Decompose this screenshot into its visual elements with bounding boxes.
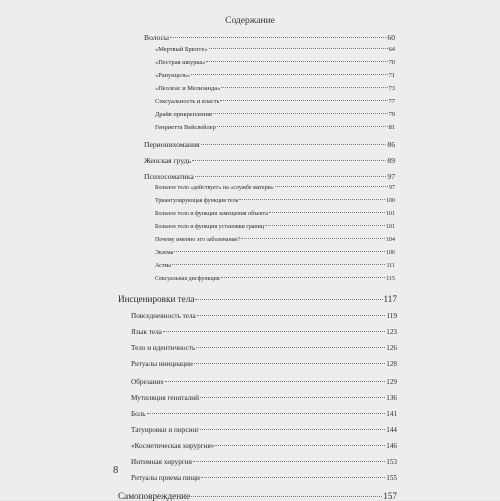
toc-entry-page: 101 — [386, 211, 395, 217]
toc-entry-title: Больное тело и функция установки границ — [155, 224, 265, 230]
toc-entry-title: «Пеллеас и Мелизанда» — [155, 85, 221, 92]
toc-entry — [155, 276, 395, 282]
toc-entry-title: Тело и идентичность — [131, 344, 196, 352]
toc-leader-dots — [170, 37, 386, 38]
toc-entry-page: 104 — [386, 237, 395, 243]
toc-entry-title: Боль — [131, 410, 146, 418]
toc-entry-page: 86 — [387, 140, 395, 149]
toc-entry-page: 97 — [387, 172, 395, 181]
toc-entry — [155, 72, 395, 79]
toc-leader-dots — [265, 225, 385, 226]
toc-entry-title: Перионихомания — [144, 140, 200, 149]
toc-entry-page: 101 — [386, 224, 395, 230]
toc-entry — [155, 111, 395, 118]
toc-entry-title: Язык тела — [131, 328, 162, 336]
toc-entry-page: 60 — [387, 33, 395, 42]
toc-entry — [155, 198, 395, 204]
toc-leader-dots — [213, 113, 388, 114]
toc-entry — [155, 263, 395, 269]
toc-leader-dots — [221, 277, 386, 278]
toc-entry — [131, 378, 397, 386]
toc-entry — [155, 98, 395, 105]
toc-entry — [155, 224, 395, 230]
toc-entry — [131, 442, 397, 450]
toc-entry-title: «Мертвый Брюгге» — [155, 46, 208, 53]
toc-entry — [131, 312, 397, 320]
toc-leader-dots — [147, 413, 386, 414]
toc-entry — [131, 360, 397, 368]
toc-entry-page: 73 — [388, 85, 395, 92]
toc-entry-page: 141 — [386, 410, 397, 418]
toc-entry-page: 70 — [388, 59, 395, 66]
toc-leader-dots — [201, 144, 387, 145]
toc-entry — [131, 344, 397, 352]
toc-entry — [155, 85, 395, 92]
toc-entry-page: 153 — [386, 458, 397, 466]
toc-entry — [144, 140, 395, 149]
toc-leader-dots — [200, 397, 385, 398]
toc-leader-dots — [206, 61, 387, 62]
toc-entry-title: «Рапунцель» — [155, 72, 191, 79]
toc-leader-dots — [195, 176, 387, 177]
toc-entry-title: Сексуальность и власть — [155, 98, 220, 105]
toc-entry — [131, 328, 397, 336]
toc-entry-page: 136 — [386, 394, 397, 402]
toc-entry-title: Астма — [155, 263, 171, 269]
toc-entry-title: Триангулирующая функция тела — [155, 198, 239, 204]
toc-entry — [155, 211, 395, 217]
toc-entry-title: «Косметическая хирургия» — [131, 442, 215, 450]
toc-entry — [144, 172, 395, 181]
toc-entry-title: Волосы — [144, 33, 170, 42]
toc-entry-page: 129 — [386, 378, 397, 386]
toc-leader-dots — [215, 445, 385, 446]
toc-entry — [131, 410, 397, 418]
toc-entry-page: 146 — [386, 442, 397, 450]
page-header-title: Содержание — [225, 16, 275, 26]
toc-leader-dots — [221, 87, 387, 88]
toc-leader-dots — [172, 264, 386, 265]
toc-entry — [144, 156, 395, 165]
toc-entry — [131, 474, 397, 482]
toc-entry — [155, 46, 395, 53]
toc-leader-dots — [193, 461, 385, 462]
toc-entry-page: 71 — [388, 72, 395, 79]
toc-leader-dots — [194, 363, 385, 364]
toc-leader-dots — [165, 381, 386, 382]
toc-entry-page: 144 — [386, 426, 397, 434]
toc-entry-page: 126 — [386, 344, 397, 352]
toc-leader-dots — [195, 299, 382, 300]
toc-leader-dots — [191, 74, 388, 75]
toc-leader-dots — [192, 160, 386, 161]
toc-leader-dots — [200, 429, 385, 430]
toc-leader-dots — [196, 347, 385, 348]
toc-entry-title: Повседневность тела — [131, 312, 196, 320]
toc-leader-dots — [209, 48, 388, 49]
toc-leader-dots — [241, 238, 385, 239]
toc-leader-dots — [174, 251, 385, 252]
toc-entry-page: 100 — [386, 198, 395, 204]
toc-leader-dots — [269, 212, 385, 213]
toc-entry-title: Больное тело «действует» на «службе матери» — [155, 185, 274, 191]
toc-entry-page: 117 — [383, 294, 397, 304]
toc-entry-page: 77 — [388, 98, 395, 105]
toc-entry-title: Инсценировки тела — [118, 294, 195, 304]
toc-entry-page: 106 — [386, 250, 395, 256]
toc-entry-page: 123 — [386, 328, 397, 336]
toc-entry-title: Генриетта Вейсвейлер — [155, 124, 216, 131]
toc-entry-title: Экзема — [155, 250, 174, 256]
toc-entry-title: Больное тело и функция замещения объекта — [155, 211, 268, 217]
toc-entry-page: 97 — [389, 185, 395, 191]
toc-entry-page: 111 — [386, 263, 395, 269]
toc-leader-dots — [191, 496, 382, 497]
toc-entry-page: 89 — [387, 156, 395, 165]
toc-entry-page: 64 — [388, 46, 395, 53]
toc-leader-dots — [217, 126, 388, 127]
toc-entry — [131, 458, 397, 466]
toc-entry-page: 128 — [386, 360, 397, 368]
toc-leader-dots — [201, 477, 385, 478]
toc-entry — [155, 124, 395, 131]
toc-entry-title: Самоповреждение — [118, 491, 191, 501]
toc-entry-page: 157 — [383, 491, 397, 501]
toc-entry-page: 81 — [388, 124, 395, 131]
toc-entry-title: Мутиляция гениталий — [131, 394, 199, 402]
toc-leader-dots — [163, 331, 385, 332]
toc-leader-dots — [220, 100, 387, 101]
toc-entry-title: Женская грудь — [144, 156, 192, 165]
toc-entry-title: Татуировки и пирсинг — [131, 426, 200, 434]
toc-entry-page: 119 — [386, 312, 397, 320]
toc-entry-title: Ритуалы инициации — [131, 360, 193, 368]
toc-entry — [118, 294, 397, 304]
toc-entry-title: Почему именно это заболевание? — [155, 237, 241, 243]
toc-leader-dots — [275, 186, 388, 187]
toc-entry — [131, 426, 397, 434]
toc-entry-title: Интимная хирургия — [131, 458, 192, 466]
toc-entry-page: 79 — [388, 111, 395, 118]
toc-entry-title: Сексуальная дисфункция — [155, 276, 220, 282]
toc-entry-title: Психосоматика — [144, 172, 194, 181]
toc-entry — [155, 250, 395, 256]
toc-entry-page: 155 — [386, 474, 397, 482]
toc-entry — [155, 59, 395, 66]
page-number: 8 — [113, 465, 119, 476]
toc-entry-title: Ритуалы приема пищи — [131, 474, 200, 482]
toc-entry — [131, 394, 397, 402]
toc-entry — [155, 237, 395, 243]
toc-entry-page: 115 — [386, 276, 395, 282]
toc-entry-title: «Пестрая шкурка» — [155, 59, 206, 66]
toc-entry — [144, 33, 395, 42]
toc-entry-title: Драйв прикрепления — [155, 111, 212, 118]
toc-entry — [155, 185, 395, 191]
toc-leader-dots — [197, 315, 386, 316]
toc-entry-title: Обрезание — [131, 378, 164, 386]
toc-leader-dots — [239, 199, 385, 200]
